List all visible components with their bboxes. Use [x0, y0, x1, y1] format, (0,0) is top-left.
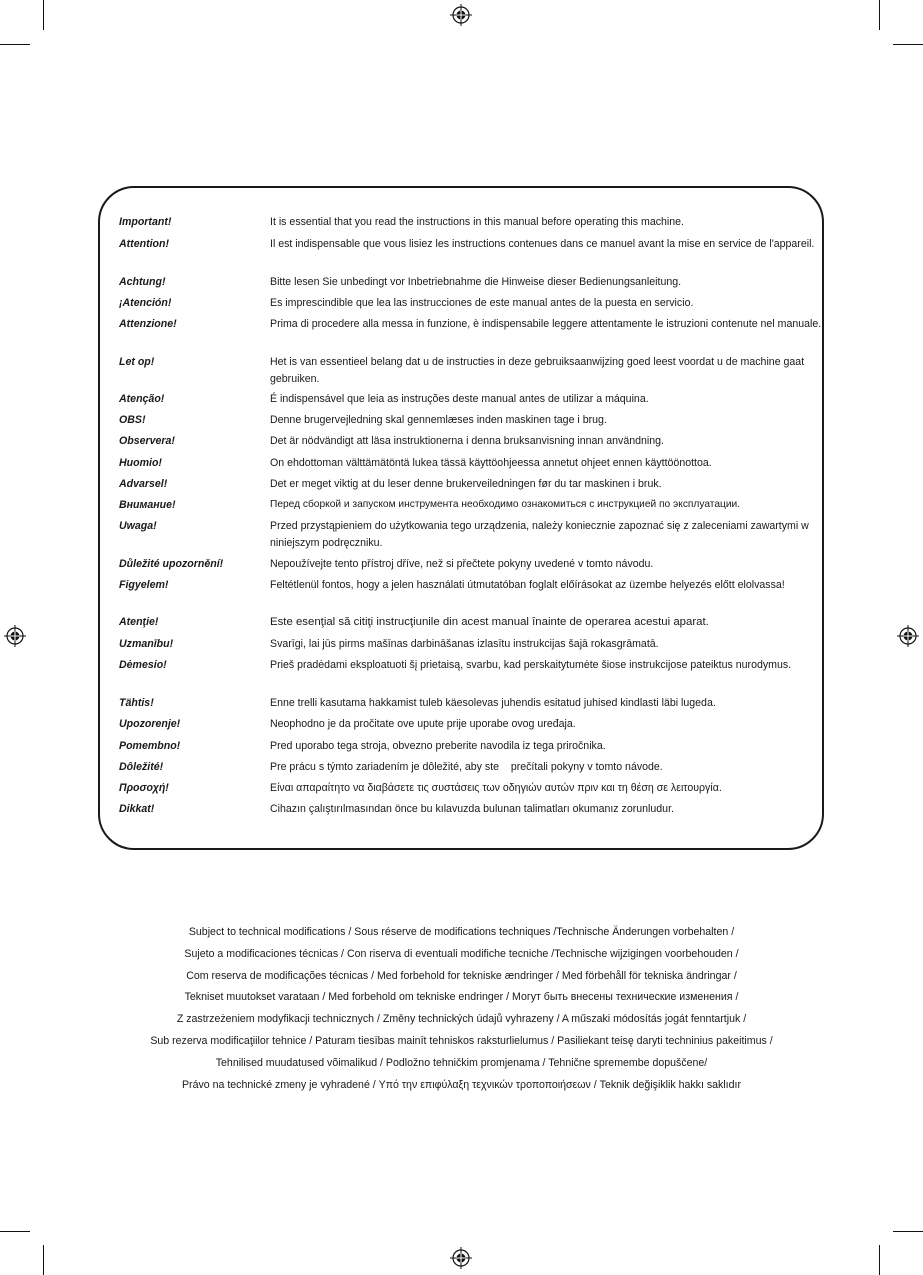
notice-text: Перед сборкой и запуском инструмента необходимо ознакомиться с инструкцией по эксплуатации. [270, 499, 741, 510]
notice-label: Observera! [119, 435, 175, 447]
crop-mark-bottom-left-h [0, 1231, 30, 1232]
crop-mark-bottom-right-h [893, 1231, 923, 1232]
notice-text: Enne trelli kasutama hakkamist tuleb käesolevas juhendis esitatud juhised kindlasti läbi lugeda. [270, 697, 716, 709]
notice-text: Feltétlenül fontos, hogy a jelen használati útmutatóban foglalt előírásokat az üzembe helyezés előtt elolvassa! [270, 579, 785, 591]
footer-line: Sujeto a modificaciones técnicas / Con riserva di eventuali modifiche tecniche /Technische wijzigingen voorbehouden / [184, 947, 739, 960]
technical-modifications-notice [60, 922, 863, 1096]
crop-mark-bottom-left-v [43, 1245, 44, 1275]
notice-text: Nepoužívejte tento přístroj dříve, než si přečtete pokyny uvedené v tomto návodu. [270, 558, 654, 570]
footer-line: Z zastrzeżeniem modyfikacji technicznych / Změny technických údajů vyhrazeny / A műszaki módosítás jogát fenntartjuk / [176, 1013, 747, 1026]
notice-label: Atenção! [119, 393, 165, 405]
notice-label: Tähtis! [119, 697, 154, 709]
notice-label: Pomembno! [119, 740, 181, 752]
notice-label: Achtung! [119, 276, 166, 288]
notice-label: Upozorenje! [119, 718, 181, 730]
notice-label: Advarsel! [119, 478, 168, 490]
notice-label: Attention! [119, 238, 170, 250]
notice-text: Neophodno je da pročitate ove upute prije uporabe ovog uređaja. [270, 718, 576, 730]
notice-label: Figyelem! [119, 579, 169, 591]
notice-label: Let op! [119, 356, 155, 368]
notice-label: Important! [119, 216, 172, 228]
notice-text: Prieš pradėdami eksploatuoti šį prietaisą, svarbu, kad perskaitytumėte šiose instrukcijose pateiktus nurodymus. [270, 659, 792, 671]
crop-mark-top-right-h [893, 44, 923, 45]
notice-label: Dėmesio! [119, 659, 167, 671]
footer-line: Tehnilised muudatused võimalikud / Podložno tehničkim promjenama / Tehnične spremembe dopuščene/ [215, 1056, 708, 1069]
notice-label: OBS! [119, 414, 146, 426]
notice-text: It is essential that you read the instructions in this manual before operating this machine. [270, 216, 684, 228]
notice-text: Este esenţial să citiţi instrucţiunile din acest manual înainte de operarea acestui aparat. [270, 616, 709, 628]
notice-label: Dôležité! [119, 761, 164, 773]
registration-mark-icon [450, 4, 472, 26]
footer-line: Právo na technické zmeny je vyhradené / Υπό την επιφύλαξη τεχνικών τροποποιήσεων / Teknik değişiklik hakkı saklıdır [181, 1078, 741, 1091]
notice-text: Il est indispensable que vous lisiez les instructions contenues dans ce manuel avant la mise en service de l'appareil. [270, 238, 815, 250]
registration-mark-icon [897, 625, 919, 647]
footer-line: Tekniset muutokset varataan / Med forbehold om tekniske endringer / Могут быть внесены технические изменения / [184, 991, 739, 1004]
notice-text: Het is van essentieel belang dat u de instructies in deze gebruiksaanwijzing goed leest voordat u de machine gaat gebruiken. [270, 356, 805, 385]
registration-mark-icon [4, 625, 26, 647]
notice-label: Προσοχή! [119, 782, 169, 794]
crop-mark-top-left-h [0, 44, 30, 45]
notice-label: Внимание! [119, 499, 176, 511]
notice-text: Pre prácu s týmto zariadením je dôležité, aby ste prečítali pokyny v tomto návode. [270, 761, 663, 773]
notice-text: Det er meget viktig at du leser denne brukerveiledningen før du tar maskinen i bruk. [270, 478, 662, 490]
footer-line: Subject to technical modifications / Sous réserve de modifications techniques /Technische Änderungen vorbehalten / [188, 926, 735, 938]
notice-label: Huomio! [119, 457, 162, 469]
notice-text: On ehdottoman välttämätöntä lukea tässä käyttöohjeessa annetut ohjeet ennen käyttöönottoa. [270, 457, 712, 469]
notice-text: Det är nödvändigt att läsa instruktionerna i denna bruksanvisning innan användning. [270, 435, 664, 447]
notice-text: Es imprescindible que lea las instrucciones de este manual antes de la puesta en servicio. [270, 297, 694, 309]
crop-mark-top-right-v [879, 0, 880, 30]
crop-mark-bottom-right-v [879, 1245, 880, 1275]
notice-text: Bitte lesen Sie unbedingt vor Inbetriebnahme die Hinweise dieser Bedienungsanleitung. [270, 276, 682, 288]
footer-line: Com reserva de modificações técnicas / Med forbehold for tekniske ændringer / Med förbehåll för tekniska ändringar / [186, 969, 737, 982]
notice-label: Atenţie! [119, 616, 159, 628]
notice-label: ¡Atención! [119, 297, 172, 309]
notice-label: Uwaga! [119, 520, 157, 532]
notice-label: Uzmanību! [119, 638, 174, 650]
notice-text: Είναι απαραίτητο να διαβάσετε τις συστάσεις των οδηγιών αυτών πριν και τη θέση σε λειτουργία. [270, 782, 722, 794]
notice-label: Důležité upozornění! [119, 558, 224, 570]
notice-text: Denne brugervejledning skal gennemlæses inden maskinen tage i brug. [270, 414, 607, 426]
notice-text: É indispensável que leia as instruções deste manual antes de utilizar a máquina. [270, 393, 649, 405]
notice-text: Cihazın çalıştırılmasından önce bu kılavuzda bulunan talimatları okumanız zorunludur. [270, 803, 674, 815]
notice-text: Prima di procedere alla messa in funzione, è indispensabile leggere attentamente le istruzioni contenute nel manuale. [270, 318, 822, 330]
footer-line: Sub rezerva modificaţiilor tehnice / Paturam tiesības mainīt tehniskos raksturlielumus / Pasiliekant teisę daryti techninius pakeitimus / [150, 1034, 773, 1047]
registration-mark-icon [450, 1247, 472, 1269]
crop-mark-top-left-v [43, 0, 44, 30]
notice-text: Pred uporabo tega stroja, obvezno preberite navodila iz tega priročnika. [270, 740, 606, 752]
notice-text: Przed przystąpieniem do użytkowania tego urządzenia, należy koniecznie zapoznać się z zaleceniami zawartymi w niniejszym podręczniku. [270, 520, 809, 549]
notice-label: Dikkat! [119, 803, 155, 815]
notice-label: Attenzione! [119, 318, 177, 330]
notice-text: Svarīgi, lai jūs pirms mašīnas darbināšanas izlasītu instrukcijas šajā rokasgrāmatā. [270, 638, 659, 650]
